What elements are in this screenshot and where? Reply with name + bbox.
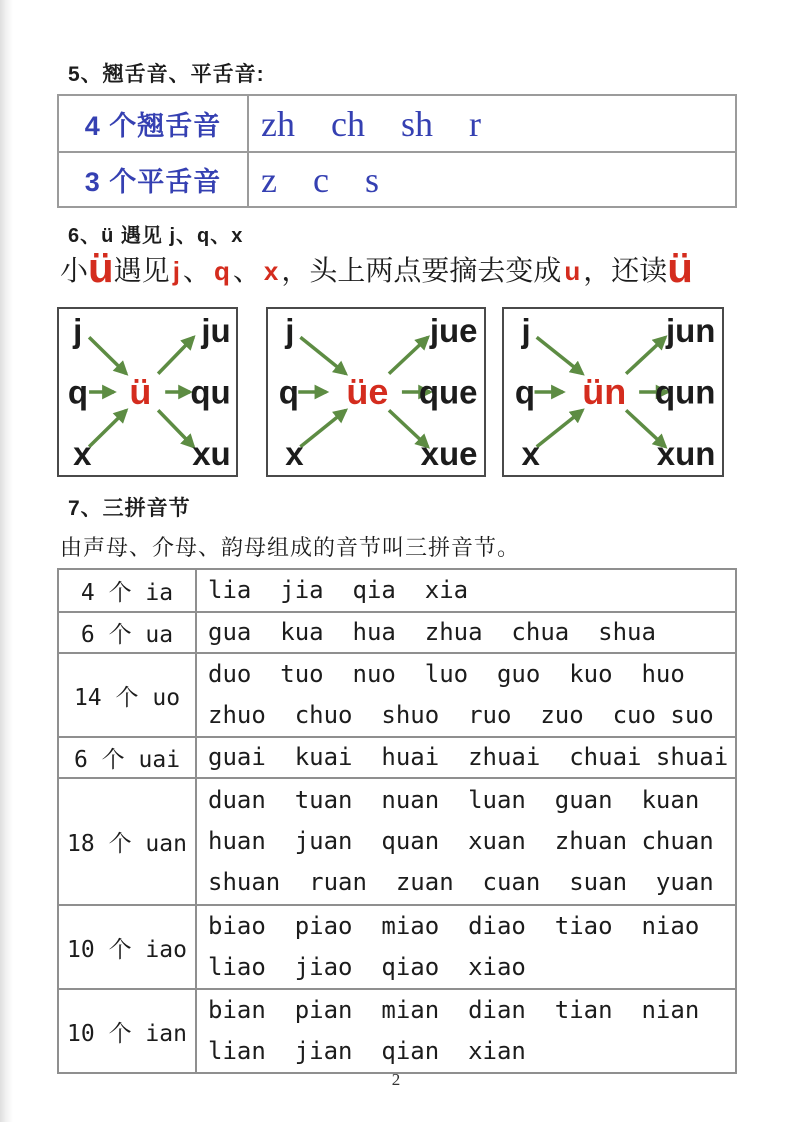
pinyin-line: gua kua hua zhua chua shua: [208, 618, 656, 646]
diagram-un: [502, 307, 724, 477]
three-pin-syllable-table: [57, 568, 737, 1074]
pinyin-line: lian jian qian xian: [208, 1037, 526, 1065]
pinyin-line: duo tuo nuo luo guo kuo huo: [208, 660, 685, 688]
section-7-heading: 7、三拼音节: [68, 497, 191, 520]
initial-q: q: [514, 373, 536, 411]
letter-j: j: [172, 256, 180, 286]
initial-x: x: [285, 435, 304, 473]
sentence-text: 头上两点要摘去变成: [309, 255, 562, 286]
rule-sentence: [60, 246, 770, 296]
syllable-xue: xue: [420, 435, 478, 473]
syllable-ju: ju: [201, 311, 231, 349]
page-number: 2: [391, 1070, 401, 1089]
sentence-text: 遇见: [113, 255, 170, 286]
sentence-text: ，: [583, 255, 612, 286]
initial-j: j: [73, 311, 83, 349]
pinyin-line: huan juan quan xuan zhuan chuan: [208, 827, 714, 855]
row-label: 4 个 ia: [59, 570, 197, 611]
final-ue: üe: [346, 371, 389, 412]
syllable-que: que: [418, 373, 478, 411]
row-label: 6 个 uai: [59, 738, 197, 777]
section-7-intro: 由声母、介母、韵母组成的音节叫三拼音节。: [60, 535, 521, 560]
row-cell: [197, 654, 735, 736]
row-value: zh ch sh r: [261, 103, 481, 144]
final-un: ün: [582, 371, 627, 412]
row-label: 4 个翘舌音: [59, 96, 249, 151]
sentence-text: 小: [60, 255, 89, 286]
row-cell: [197, 779, 735, 904]
row-cell: [197, 990, 735, 1072]
sentence-text: 还读: [611, 255, 668, 286]
row-label: 14 个 uo: [59, 654, 197, 736]
pinyin-line: guai kuai huai zhuai chuai shuai: [208, 743, 729, 771]
u-umlaut-big: ü: [667, 244, 693, 291]
initial-x: x: [73, 435, 92, 473]
diagram-ue: [266, 307, 486, 477]
row-label: 10 个 ian: [59, 990, 197, 1072]
table-row: [59, 151, 735, 206]
table-row: [59, 904, 735, 988]
row-cell: [197, 906, 735, 988]
final-u-umlaut: ü: [129, 371, 152, 412]
letter-u: u: [564, 256, 581, 286]
pinyin-line: bian pian mian dian tian nian: [208, 996, 700, 1024]
pinyin-line: liao jiao qiao xiao: [208, 953, 526, 981]
initial-q: q: [278, 373, 299, 411]
syllable-qu: qu: [190, 373, 231, 411]
row-cell: [197, 613, 735, 652]
pinyin-line: shuan ruan zuan cuan suan yuan: [208, 868, 714, 896]
pinyin-line: lia jia qia xia: [208, 576, 469, 604]
table-row: [59, 570, 735, 611]
tongue-sounds-table: [57, 94, 737, 208]
table-row: [59, 736, 735, 777]
syllable-xun: xun: [656, 435, 716, 473]
table-row: [59, 988, 735, 1072]
letter-x: x: [263, 256, 279, 286]
row-cell: [197, 570, 735, 611]
initial-j: j: [521, 311, 531, 349]
table-row: [59, 777, 735, 904]
row-cell: [197, 738, 735, 777]
jqx-diagrams: [57, 307, 724, 477]
table-row: [59, 96, 735, 151]
sentence-text: ，: [281, 255, 310, 286]
sentence-text: 、: [232, 255, 261, 286]
syllable-xu: xu: [192, 435, 231, 473]
initial-q: q: [67, 373, 89, 411]
sentence-text: 、: [182, 255, 211, 286]
u-umlaut-big: ü: [88, 244, 114, 291]
row-label: 10 个 iao: [59, 906, 197, 988]
row-label: 3 个平舌音: [59, 153, 249, 206]
row-label: 18 个 uan: [59, 779, 197, 904]
page-left-edge: [0, 0, 14, 1122]
initial-j: j: [285, 311, 295, 349]
letter-q: q: [213, 256, 230, 286]
table-row: [59, 611, 735, 652]
table-row: [59, 652, 735, 736]
initial-x: x: [521, 435, 540, 473]
diagram-u: [57, 307, 238, 477]
pinyin-line: biao piao miao diao tiao niao: [208, 912, 700, 940]
pinyin-line: zhuo chuo shuo ruo zuo cuo suo: [208, 701, 714, 729]
pinyin-line: duan tuan nuan luan guan kuan: [208, 786, 700, 814]
syllable-qun: qun: [654, 373, 716, 411]
section-6-heading: 6、ü 遇见 j、q、x: [68, 225, 244, 247]
syllable-jue: jue: [429, 311, 478, 349]
syllable-jun: jun: [665, 311, 716, 349]
row-label: 6 个 ua: [59, 613, 197, 652]
row-value: z c s: [261, 159, 379, 200]
section-5-heading: 5、翘舌音、平舌音:: [68, 63, 265, 86]
